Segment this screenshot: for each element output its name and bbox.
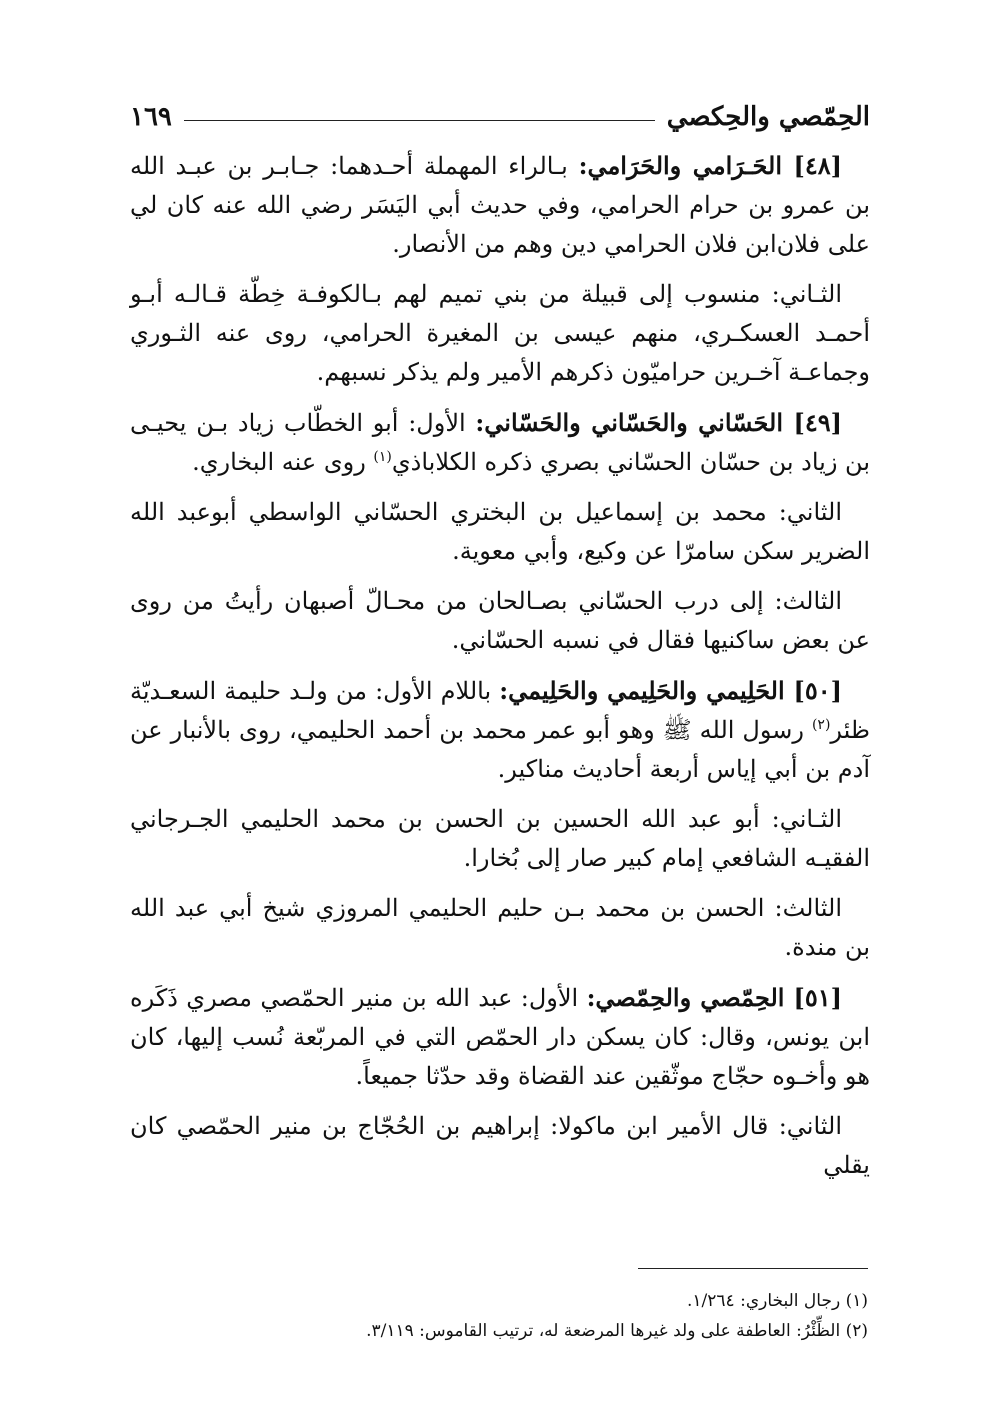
running-title: الحِمّصي والحِكصي	[666, 102, 870, 132]
footnote: (١) رجال البخاري: ١/٢٦٤.	[687, 1291, 868, 1311]
paragraph-text: بـالراء المهملة أحـدهما: جـابـر بن عبـد الله بن عمرو بن حرام الحرامي، وفي حديث أبي اليَسَر رضي الله عنه كان لي على فلان‌ابن فلان الحرامي دين وهم من الأنصار.	[130, 152, 870, 258]
running-head	[130, 100, 870, 134]
paragraph-text: روى عنه البخاري.	[192, 448, 374, 476]
paragraph-text: الأول: أبو الخطّاب زياد بـن يحيـى بن زياد بن حسّان الحسّاني بصري ذكره الكلاباذي	[130, 409, 870, 476]
footnote: (٢) الظِّئْرُ: العاطفة على ولد غيرها المرضعة له، ترتيب القاموس: ٣/١١٩.	[366, 1321, 868, 1341]
page-number: ١٦٩	[130, 102, 172, 132]
entry-heading: [٥٠] الحَلِيمي والحَلِيمي والحَلِيمي:	[499, 676, 843, 705]
footnote-rule	[638, 1268, 868, 1269]
paragraph-text: الثاني: محمد بن إسماعيل بن البختري الحسّاني الواسطي أبوعبد الله الضرير سكن سامرّا عن وكيع، وأبي معوية.	[130, 498, 870, 565]
paragraph-text: الثـاني: منسوب إلى قبيلة من بني تميم لهم بـالكوفـة خِطّة قـالـه أبـو أحمـد العسكـري، منهم عيسى بن المغيرة الحرامي، روى عنه الثـوري وجماعـة آخـرين حراميّون ذكرهم الأمير ولم يذكر نسبهم.	[130, 280, 870, 386]
paragraph	[130, 889, 870, 967]
entry-heading: [٤٨] الحَـرَامي والحَرَامي:	[578, 151, 843, 180]
entry-heading: [٤٩] الحَسّاني والحَسّاني والحَسّاني:	[475, 408, 842, 437]
paragraph	[130, 978, 870, 1096]
paragraph-text: الثـاني: أبو عبد الله الحسين بن الحسن بن محمد الحليمي الجـرجاني الفقيـه الشافعي إمام كبير صار إلى بُخارا.	[130, 805, 870, 872]
paragraph-text: الثاني: قال الأمير ابن ماكولا: إبراهيم بن الحُجّاج بن منير الحمّصي كان يقلي	[130, 1112, 870, 1179]
paragraph-text: رسول الله ﷺ وهو أبو عمر محمد بن أحمد الحليمي، روى بالأنبار عن آدم بن أبي إياس أربعة أحاديث مناكير.	[130, 716, 870, 783]
paragraph	[130, 800, 870, 878]
paragraph-text: الأول: عبد الله بن منير الحمّصي مصري ذَكَره ابن يونس، وقال: كان يسكن دار الحمّص التي في المربّعة نُسب إليها، كان هو وأخـوه حجّاج موثّقين عند القضاة وقد حدّثا جميعاً.	[130, 984, 870, 1090]
paragraph-text: الثالث: الحسن بن محمد بـن حليم الحليمي المروزي شيخ أبي عبد الله بن مندة.	[130, 894, 870, 961]
paragraph-text: الثالث: إلى درب الحسّاني بصـالحان من محـالّ أصبهان رأيتُ من روى عن بعض ساكنيها فقال في نسبه الحسّاني.	[130, 587, 870, 654]
paragraph	[130, 671, 870, 789]
main-text	[130, 146, 870, 1185]
paragraph	[130, 275, 870, 392]
entry-heading: [٥١] الحِمّصي والحِمّصي:	[586, 983, 842, 1012]
paragraph	[130, 493, 870, 571]
paragraph	[130, 146, 870, 264]
paragraph-text: باللام الأول: من ولـد حليمة السعـديّة ظئر	[130, 677, 870, 744]
footnotes	[130, 1286, 868, 1346]
footnote-ref[interactable]: (١)	[373, 449, 392, 465]
header-rule	[184, 120, 655, 121]
paragraph	[130, 1107, 870, 1185]
paragraph	[130, 582, 870, 660]
footnote-ref[interactable]: (٢)	[811, 717, 831, 733]
paragraph	[130, 403, 870, 482]
